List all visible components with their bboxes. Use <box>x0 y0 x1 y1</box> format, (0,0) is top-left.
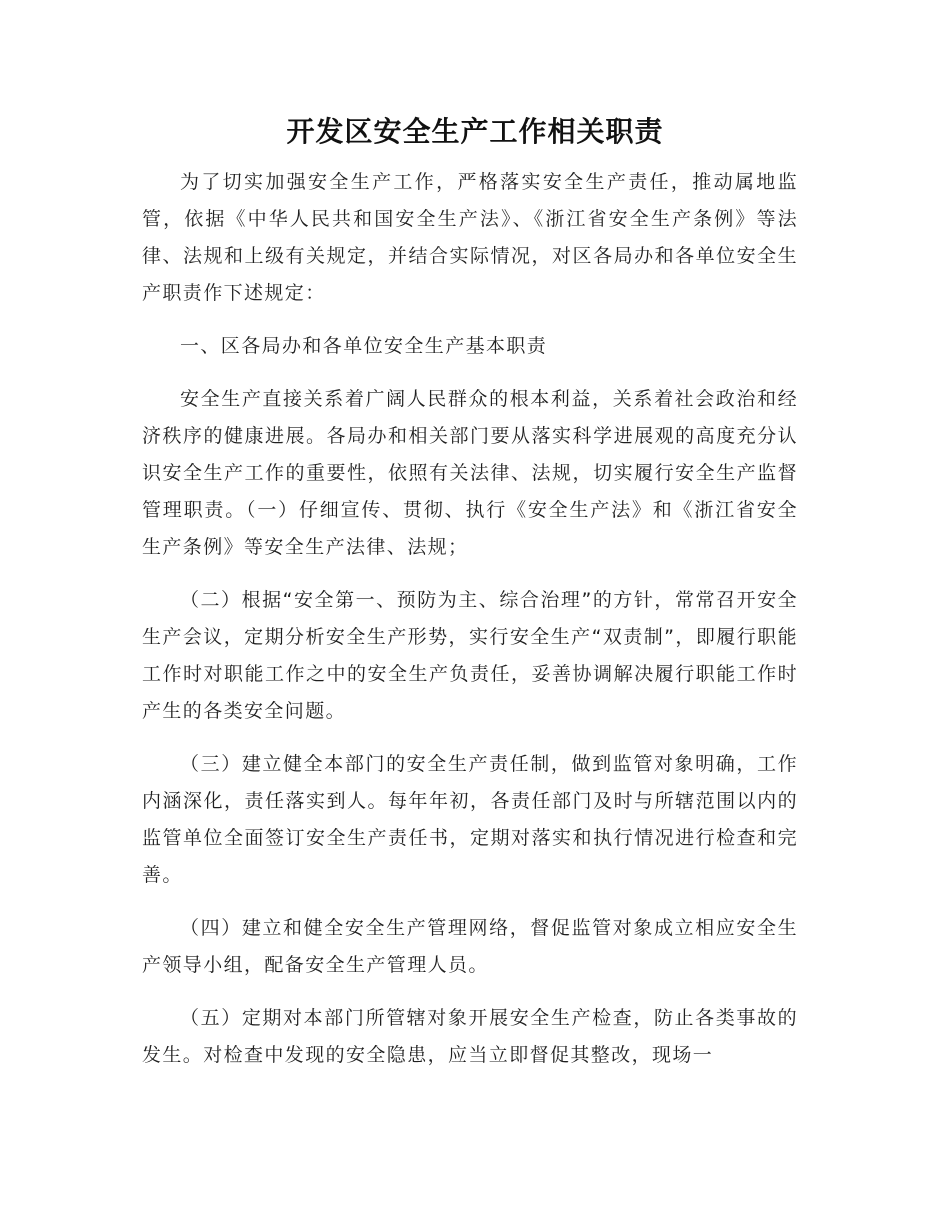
body-paragraph: 安全生产直接关系着广阔人民群众的根本利益，关系着社会政治和经济秩序的健康进展。各局办和相关部门要从落实科学进展观的高度充分认识安全生产工作的重要性，依照有关法律、法规，切实履行安全生产监督管理职责。（一）仔细宣传、贯彻、执行《安全生产法》和《浙江省安全生产条例》等安全生产法律、法规； <box>142 388 798 558</box>
intro-paragraph: 为了切实加强安全生产工作，严格落实安全生产责任，推动属地监管，依据《中华人民共和国安全生产法》、《浙江省安全生产条例》等法律、法规和上级有关规定，并结合实际情况，对区各局办和各单位安全生产职责作下述规定： <box>142 171 798 304</box>
section-heading: 一、区各局办和各单位安全生产基本职责 <box>180 335 548 357</box>
body-paragraph: （三）建立健全本部门的安全生产责任制，做到监管对象明确，工作内涵深化，责任落实到人。每年年初，各责任部门及时与所辖范围以内的监管单位全面签订安全生产责任书，定期对落实和执行情况进行检查和完善。 <box>142 753 798 886</box>
body-paragraph: （四）建立和健全安全生产管理网络，督促监管对象成立相应安全生产领导小组，配备安全生产管理人员。 <box>142 917 798 976</box>
body-paragraph: （五）定期对本部门所管辖对象开展安全生产检查，防止各类事故的发生。对检查中发现的安全隐患，应当立即督促其整改，现场一 <box>142 1007 798 1066</box>
document-body <box>142 164 798 1090</box>
body-paragraph: （二）根据“安全第一、预防为主、综合治理”的方针，常常召开安全生产会议，定期分析安全生产形势，实行安全生产“双责制”，即履行职能工作时对职能工作之中的安全生产负责任，妥善协调解决履行职能工作时产生的各类安全问题。 <box>142 589 798 722</box>
document-title: 开发区安全生产工作相关职责 <box>286 115 664 148</box>
